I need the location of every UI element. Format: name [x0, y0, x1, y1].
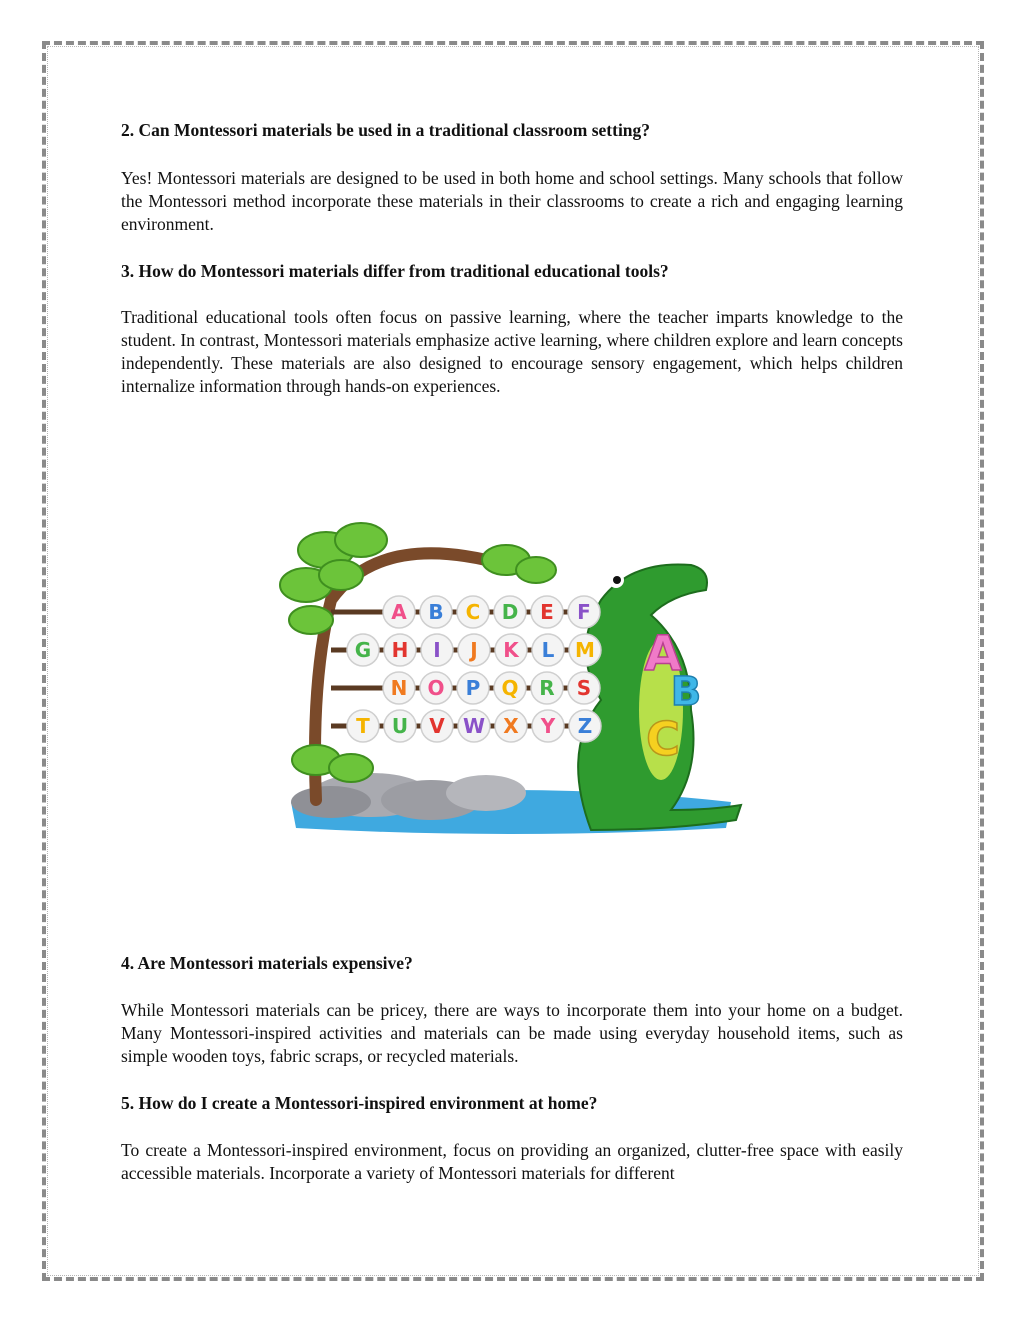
abacus-bead-letter: B: [428, 600, 444, 624]
abacus-bead-letter: M: [575, 638, 595, 662]
abacus-bead-letter: O: [427, 676, 445, 700]
answer-paragraph: Traditional educational tools often focus on passive learning, where the teacher imparts knowledge to the student. In contrast, Montessori materials emphasize active learning, where children explore and learn concepts independently. These materials are also designed to encourage sensory engagement, which helps children internalize information through hands-on experiences.: [121, 307, 903, 396]
question-heading: 5. How do I create a Montessori-inspired environment at home?: [121, 1093, 598, 1113]
question-heading: 4. Are Montessori materials expensive?: [121, 953, 413, 973]
abacus-bead-letter: D: [501, 600, 519, 624]
big-letter: A: [644, 626, 682, 682]
faq-top: [121, 118, 903, 398]
abacus-bead-letter: Z: [577, 714, 593, 738]
abacus-bead-letter: H: [391, 638, 409, 662]
abacus-bead-letter: C: [465, 600, 481, 624]
question-heading: 3. How do Montessori materials differ from traditional educational tools?: [121, 261, 669, 281]
abacus-bead-letter: J: [470, 638, 478, 662]
abacus-bead-letter: E: [540, 600, 554, 624]
abacus-bead-letter: U: [391, 714, 409, 738]
abacus-bead-letter: W: [462, 714, 486, 738]
answer-paragraph: To create a Montessori-inspired environment, focus on providing an organized, clutter-free space with easily accessible materials. Incorporate a variety of Montessori materials for different: [121, 1140, 903, 1183]
abacus-bead-letter: K: [503, 638, 519, 662]
abacus-bead-letter: T: [356, 714, 370, 738]
big-letter: B: [670, 669, 702, 715]
abacus-bead-letter: Y: [540, 714, 556, 738]
alligator-abacus-image: [271, 510, 755, 845]
answer-paragraph: While Montessori materials can be pricey, there are ways to incorporate them into your home on a budget. Many Montessori-inspired activities and materials can be made using everyday household items, such as simple wooden toys, fabric scraps, or recycled materials.: [121, 1000, 903, 1066]
abacus-bead-letter: L: [541, 638, 555, 662]
answer-paragraph: Yes! Montessori materials are designed to be used in both home and school settings. Many schools that follow the Montessori method incorporate these materials in their classrooms to create a rich and engaging learning environment.: [121, 168, 903, 234]
abacus-bead-letter: R: [539, 676, 555, 700]
abacus-bead-letter: I: [433, 638, 441, 662]
abacus-bead-letter: X: [503, 714, 519, 738]
abacus-bead-letter: N: [390, 676, 408, 700]
abacus-bead-letter: Q: [501, 676, 519, 700]
faq-bottom: [121, 951, 903, 1185]
abacus-bead-letter: V: [429, 714, 445, 738]
big-letter: C: [646, 712, 680, 766]
abacus-bead-letter: S: [576, 676, 592, 700]
abacus-bead-letter: G: [354, 638, 372, 662]
abacus-bead-letter: A: [391, 600, 407, 624]
question-heading: 2. Can Montessori materials be used in a traditional classroom setting?: [121, 120, 651, 140]
abacus-bead-letter: F: [577, 600, 591, 624]
abacus-bead-letter: P: [465, 676, 481, 700]
